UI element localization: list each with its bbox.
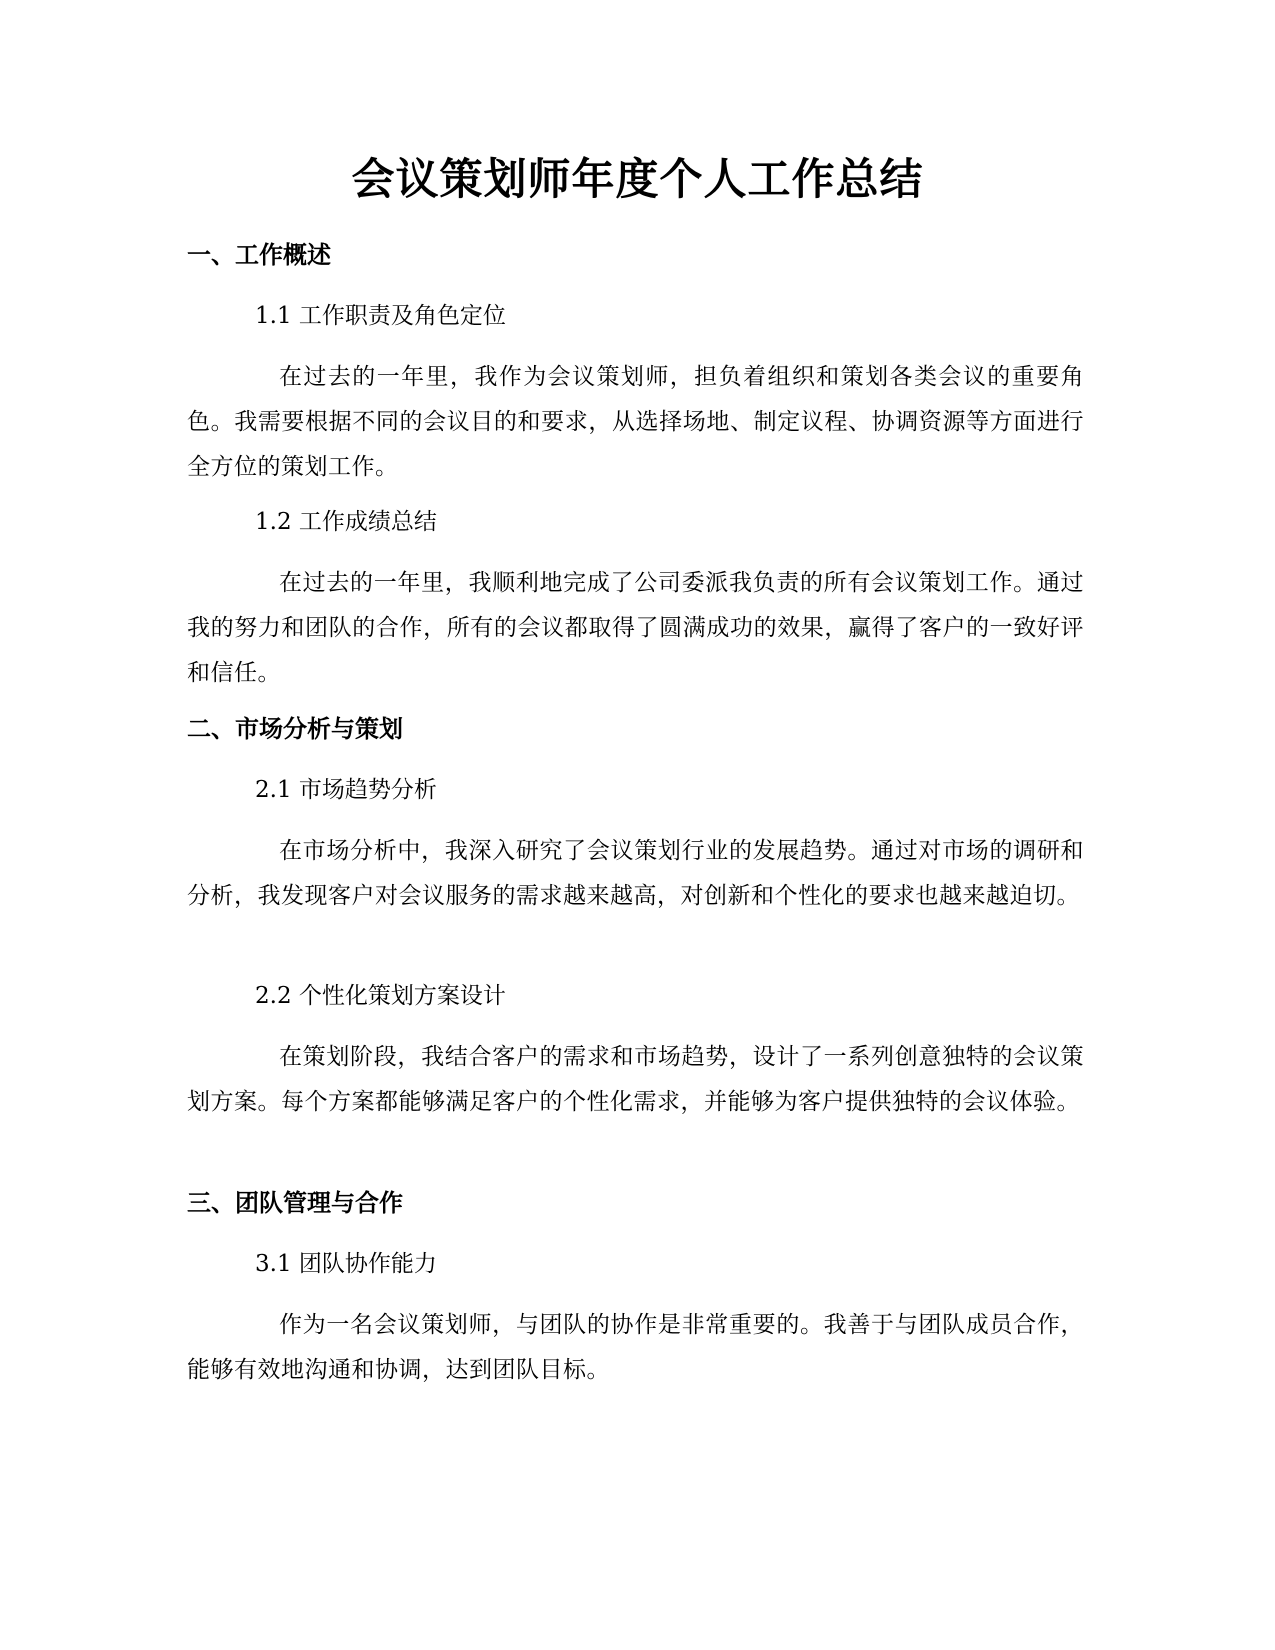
subsection-heading-2-2: 2.2 个性化策划方案设计 [255,983,506,1009]
paragraph-3-1: 作为一名会议策划师，与团队的协作是非常重要的。我善于与团队成员合作，能够有效地沟通和协调，达到团队目标。 [187,1312,1084,1383]
document-title: 会议策划师年度个人工作总结 [351,155,924,205]
subsection-heading-1-1: 1.1 工作职责及角色定位 [255,303,506,329]
section-heading-1: 一、工作概述 [187,241,331,269]
subsection-heading-1-2: 1.2 工作成绩总结 [255,509,437,535]
paragraph-2-2: 在策划阶段，我结合客户的需求和市场趋势，设计了一系列创意独特的会议策划方案。每个方案都能够满足客户的个性化需求，并能够为客户提供独特的会议体验。 [187,1044,1084,1115]
section-heading-2: 二、市场分析与策划 [187,715,403,743]
paragraph-2-1: 在市场分析中，我深入研究了会议策划行业的发展趋势。通过对市场的调研和分析，我发现客户对会议服务的需求越来越高，对创新和个性化的要求也越来越迫切。 [187,838,1084,909]
subsection-heading-2-1: 2.1 市场趋势分析 [255,777,437,803]
subsection-heading-3-1: 3.1 团队协作能力 [255,1251,437,1277]
section-heading-3: 三、团队管理与合作 [187,1189,403,1217]
paragraph-1-2: 在过去的一年里，我顺利地完成了公司委派我负责的所有会议策划工作。通过我的努力和团队的合作，所有的会议都取得了圆满成功的效果，赢得了客户的一致好评和信任。 [187,570,1084,686]
paragraph-1-1: 在过去的一年里，我作为会议策划师，担负着组织和策划各类会议的重要角色。我需要根据不同的会议目的和要求，从选择场地、制定议程、协调资源等方面进行全方位的策划工作。 [187,364,1084,480]
